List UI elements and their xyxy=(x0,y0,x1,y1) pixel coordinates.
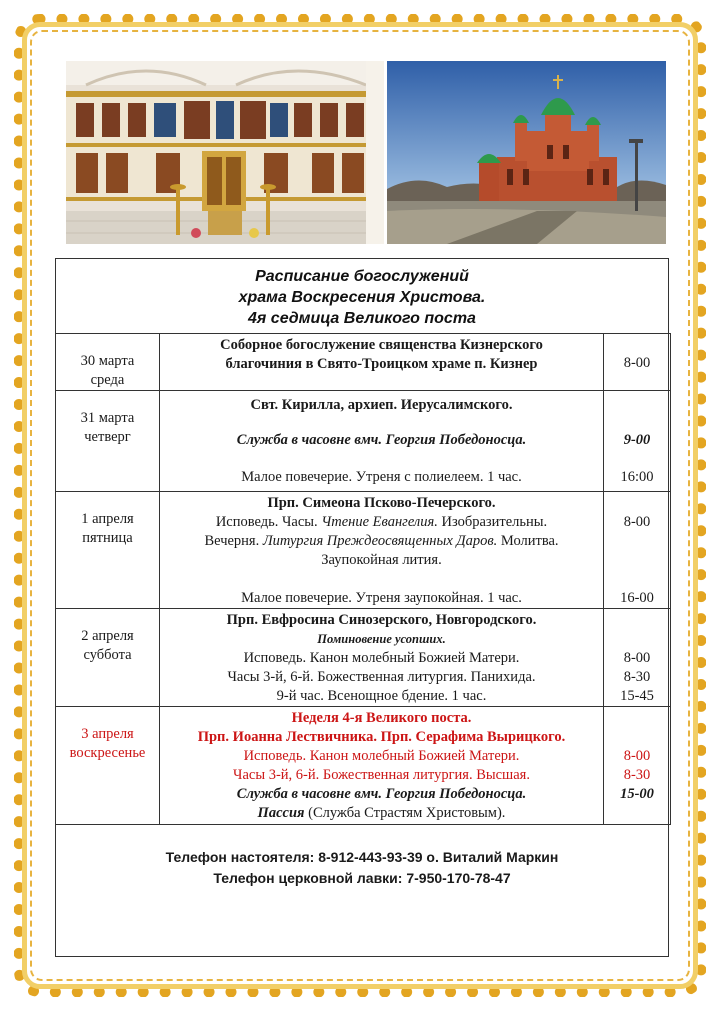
shop-phone: Телефон церковной лавки: 7-950-170-78-47 xyxy=(213,870,511,886)
date-cell xyxy=(56,334,160,391)
time-cell xyxy=(604,334,671,391)
service-time: 9-00 xyxy=(623,432,651,448)
service-line: 9-й час. Всенощное бдение. 1 час. xyxy=(276,688,487,704)
service-line: Поминовение усопших. xyxy=(317,632,446,646)
service-line: Часы 3-й, 6-й. Божественная литургия. Панихида. xyxy=(227,669,536,685)
service-time: 8-00 xyxy=(623,748,651,764)
service-time: 15-45 xyxy=(620,688,654,704)
service-line: Прп. Евфросина Синозерского, Новгородского. xyxy=(226,612,537,628)
service-line xyxy=(160,513,603,532)
service-time: 8-00 xyxy=(623,650,651,666)
service-line: Служба в часовне вмч. Георгия Победоносца. xyxy=(236,786,527,802)
services-cell xyxy=(160,609,604,707)
time-cell xyxy=(604,707,671,825)
service-line: Исповедь. Канон молебный Божией Матери. xyxy=(243,748,520,764)
schedule-row xyxy=(56,391,671,492)
header-title: Расписание богослужений xyxy=(255,268,469,285)
passion-note: (Служба Страстям Христовым). xyxy=(308,805,506,821)
service-line: Малое повечерие. Утреня заупокойная. 1 час. xyxy=(241,590,522,606)
service-text-italic: Чтение Евангелия. xyxy=(321,514,438,530)
service-line: Соборное богослужение священства Кизнерского xyxy=(220,337,543,353)
service-time: 8-30 xyxy=(623,669,651,685)
service-line: Свт. Кирилла, архиеп. Иерусалимского. xyxy=(250,397,513,413)
date-cell xyxy=(56,609,160,707)
church-interior-photo xyxy=(66,61,384,244)
weekday: четверг xyxy=(84,429,131,445)
schedule-table xyxy=(55,333,671,825)
service-line: Неделя 4-я Великого поста. xyxy=(291,710,472,726)
services-cell xyxy=(160,492,604,609)
schedule-row xyxy=(56,334,671,391)
date-cell xyxy=(56,707,160,825)
date-cell xyxy=(56,391,160,492)
service-time: 8-00 xyxy=(623,355,651,371)
schedule-box xyxy=(55,258,669,957)
service-time: 8-30 xyxy=(623,767,651,783)
contacts xyxy=(56,847,668,889)
time-cell xyxy=(604,609,671,707)
date-cell xyxy=(56,492,160,609)
header-church-name: храма Воскресения Христова. xyxy=(238,289,486,306)
service-line: Малое повечерие. Утреня с полиелеем. 1 час. xyxy=(241,469,522,485)
header-week: 4я седмица Великого поста xyxy=(248,310,476,327)
service-line: Прп. Симеона Псково-Печерского. xyxy=(267,495,496,511)
schedule-row xyxy=(56,492,671,609)
date: 3 апреля xyxy=(81,726,134,742)
service-text-italic: Литургия Преждеосвященных Даров. xyxy=(262,533,498,549)
services-cell xyxy=(160,391,604,492)
schedule-row xyxy=(56,609,671,707)
date: 31 марта xyxy=(80,410,135,426)
service-time: 16:00 xyxy=(620,469,654,485)
passion-title: Пассия xyxy=(257,805,305,821)
service-line: Исповедь. Канон молебный Божией Матери. xyxy=(243,650,520,666)
weekday: среда xyxy=(90,372,125,388)
weekday: воскресенье xyxy=(69,745,146,761)
service-line: Часы 3-й, 6-й. Божественная литургия. Высшая. xyxy=(233,767,530,783)
time-cell xyxy=(604,391,671,492)
schedule-row xyxy=(56,707,671,825)
service-line: Служба в часовне вмч. Георгия Победоносца. xyxy=(236,432,527,448)
service-text: Изобразительны. xyxy=(441,514,548,530)
date: 2 апреля xyxy=(81,628,134,644)
services-cell xyxy=(160,334,604,391)
service-time: 8-00 xyxy=(623,514,651,530)
date: 1 апреля xyxy=(81,511,134,527)
schedule-header xyxy=(56,259,668,333)
service-text: Молитва. xyxy=(500,533,559,549)
rector-phone: Телефон настоятеля: 8-912-443-93-39 о. Виталий Маркин xyxy=(165,849,559,865)
service-line xyxy=(160,532,603,551)
service-text: Вечерня. xyxy=(204,533,260,549)
service-line: Прп. Иоанна Лествичника. Прп. Серафима Вырицкого. xyxy=(197,729,566,745)
service-line: Заупокойная лития. xyxy=(321,552,442,568)
service-line xyxy=(160,804,603,823)
service-time: 16-00 xyxy=(620,590,654,606)
service-time: 15-00 xyxy=(620,786,654,802)
weekday: пятница xyxy=(82,530,133,546)
time-cell xyxy=(604,492,671,609)
date: 30 марта xyxy=(80,353,135,369)
church-exterior-photo xyxy=(387,61,666,244)
weekday: суббота xyxy=(83,647,132,663)
services-cell xyxy=(160,707,604,825)
service-text: Исповедь. Часы. xyxy=(215,514,318,530)
service-line: благочиния в Свято-Троицком храме п. Кизнер xyxy=(225,356,538,372)
